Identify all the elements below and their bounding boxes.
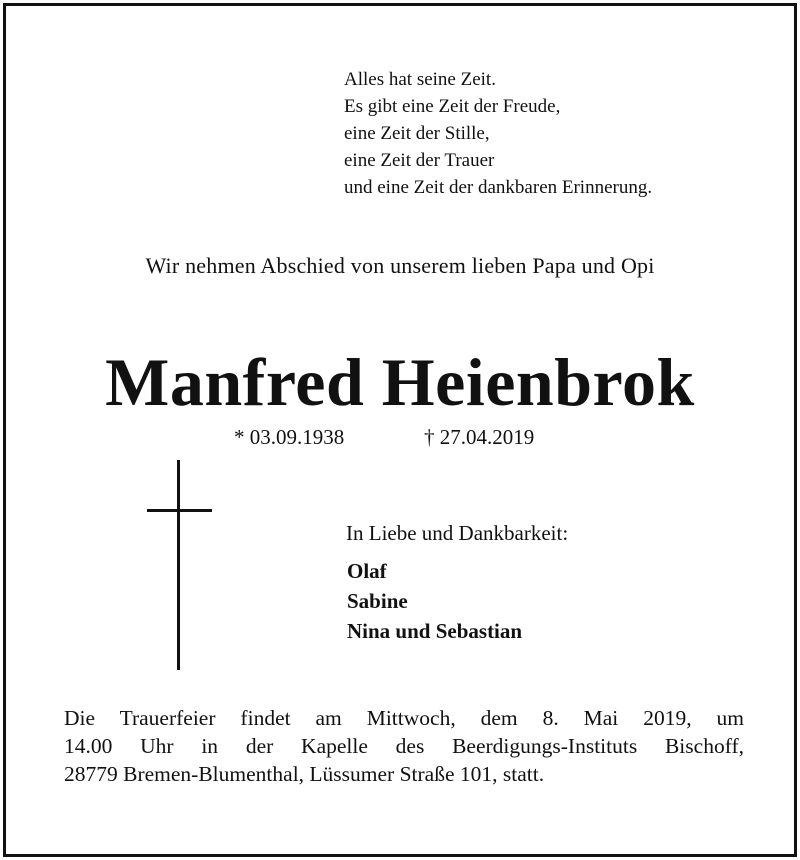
mourner-name: Nina und Sebastian bbox=[347, 619, 523, 643]
poem bbox=[344, 66, 652, 201]
mourner-name: Sabine bbox=[347, 589, 408, 613]
cross-vertical-bar bbox=[177, 460, 180, 670]
deceased-name: Manfred Heienbrok bbox=[105, 344, 695, 420]
funeral-line: 14.00 Uhr in der Kapelle des Beerdigungs-Instituts Bischoff, bbox=[64, 734, 744, 758]
funeral-line: Die Trauerfeier findet am Mittwoch, dem 8. Mai 2019, um bbox=[64, 706, 744, 730]
poem-line: eine Zeit der Trauer bbox=[344, 150, 495, 171]
poem-line: Es gibt eine Zeit der Freude, bbox=[344, 96, 561, 117]
mourners-names bbox=[347, 556, 522, 646]
death-date: † 27.04.2019 bbox=[424, 425, 535, 449]
cross-horizontal-bar bbox=[147, 509, 212, 512]
funeral-details bbox=[64, 704, 744, 788]
poem-line: Alles hat seine Zeit. bbox=[344, 69, 496, 90]
mourners-heading: In Liebe und Dankbarkeit: bbox=[346, 521, 569, 545]
poem-line: eine Zeit der Stille, bbox=[344, 123, 490, 144]
birth-date: * 03.09.1938 bbox=[234, 425, 345, 449]
funeral-line: 28779 Bremen-Blumenthal, Lüssumer Straße 101, statt. bbox=[64, 762, 545, 786]
farewell-intro: Wir nehmen Abschied von unserem lieben Papa und Opi bbox=[145, 253, 655, 278]
poem-line: und eine Zeit der dankbaren Erinnerung. bbox=[344, 177, 653, 198]
mourner-name: Olaf bbox=[347, 559, 387, 583]
